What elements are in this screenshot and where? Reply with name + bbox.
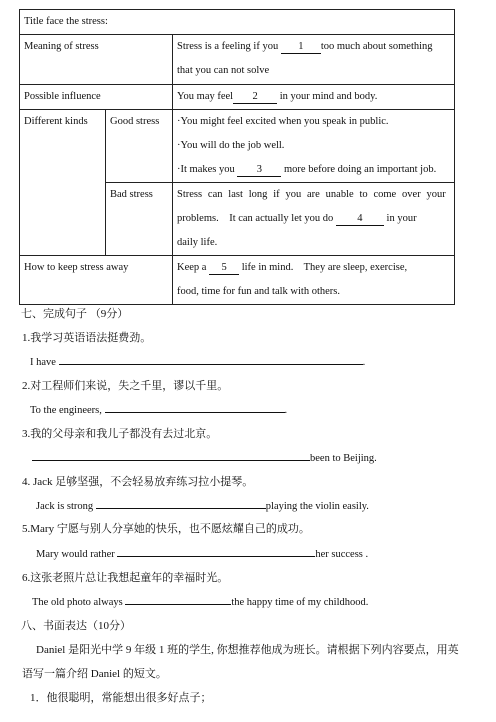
- bad-stress-content: Stress can last long if you are unable to come over your problems. It can actually let you do 4 in your daily life.: [173, 183, 455, 256]
- answer-blank-4[interactable]: [96, 497, 266, 509]
- answer-line-4: Jack is strong playing the violin easily.: [36, 497, 369, 512]
- question-2: 2.对工程师们来说，失之千里，谬以千里。: [22, 380, 229, 392]
- blank-5[interactable]: 5: [209, 262, 239, 275]
- question-1: 1.我学习英语语法挺费劲。: [22, 332, 152, 344]
- answer-blank-3[interactable]: [32, 449, 310, 461]
- blank-1[interactable]: 1: [281, 41, 321, 54]
- section-7-heading: 七、完成句子 （9分）: [21, 308, 129, 320]
- section-8-heading: 八、书面表达（10分）: [21, 620, 131, 632]
- answer-line-5: Mary would rather her success .: [36, 545, 368, 560]
- answer-blank-1[interactable]: [59, 353, 363, 365]
- row-content-meaning: Stress is a feeling if you 1 too much about something that you can not solve: [173, 35, 455, 85]
- blank-4[interactable]: 4: [336, 213, 384, 226]
- answer-line-1: I have .: [30, 353, 365, 368]
- row-content-influence: You may feel 2 in your mind and body.: [173, 85, 455, 110]
- row-label-kinds: Different kinds: [20, 110, 106, 256]
- question-5: 5.Mary 宁愿与别人分享她的快乐，也不愿炫耀自己的成功。: [22, 523, 310, 535]
- row-content-keep: Keep a 5 life in mind. They are sleep, exercise, food, time for fun and talk with others.: [173, 256, 455, 305]
- answer-blank-2[interactable]: [105, 401, 285, 413]
- answer-blank-6[interactable]: [125, 593, 231, 605]
- answer-blank-5[interactable]: [117, 545, 315, 557]
- row-label-influence: Possible influence: [20, 85, 173, 110]
- blank-2[interactable]: 2: [233, 91, 277, 104]
- bad-stress-label: Bad stress: [106, 183, 173, 256]
- writing-prompt-line-1: Daniel 是阳光中学 9 年级 1 班的学生, 你想推荐他成为班长。请根据下列内容要点，用英: [36, 644, 459, 656]
- question-3: 3.我的父母亲和我儿子都没有去过北京。: [22, 428, 218, 440]
- question-4: 4. Jack 足够坚强，不会轻易放弃练习拉小提琴。: [22, 476, 254, 488]
- answer-line-3: been to Beijing.: [32, 449, 377, 464]
- table-title: Title face the stress:: [20, 10, 455, 35]
- blank-3[interactable]: 3: [237, 164, 281, 177]
- answer-line-2: To the engineers, .: [30, 401, 287, 416]
- answer-line-6: The old photo always the happy time of my childhood.: [32, 593, 368, 608]
- row-label-keep: How to keep stress away: [20, 256, 173, 305]
- question-6: 6.这张老照片总让我想起童年的幸福时光。: [22, 572, 229, 584]
- good-stress-label: Good stress: [106, 110, 173, 183]
- stress-table: [19, 9, 455, 305]
- writing-point-1: 1．他很聪明，常能想出很多好点子；: [30, 692, 212, 704]
- good-stress-content: ·You might feel excited when you speak in public. ·You will do the job well. ·It makes you 3 more before doing an important job.: [173, 110, 455, 183]
- writing-prompt-line-2: 语写一篇介绍 Daniel 的短文。: [22, 668, 167, 680]
- row-label-meaning: Meaning of stress: [20, 35, 173, 85]
